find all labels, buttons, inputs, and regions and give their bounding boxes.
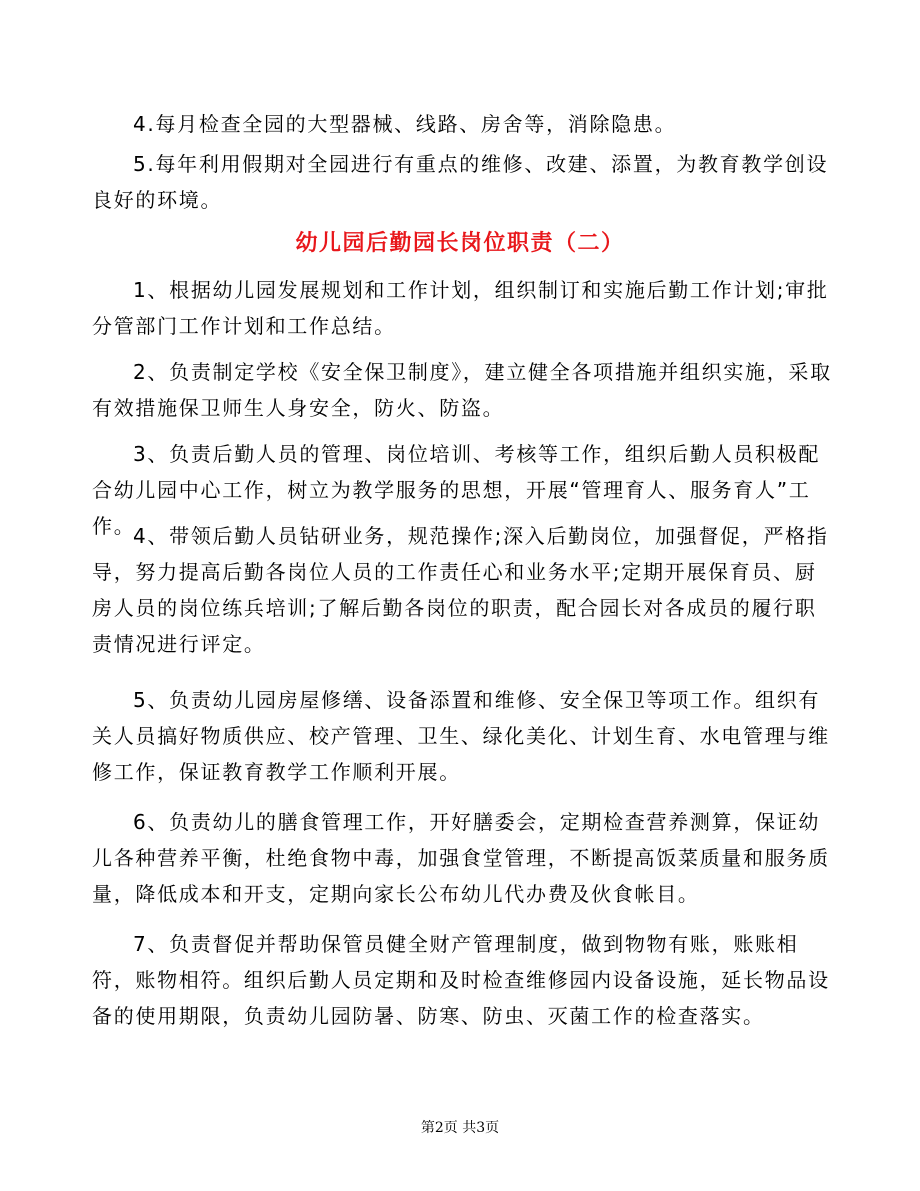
duty-item-6: 6、负责幼儿的膳食管理工作，开好膳委会，定期检查营养测算，保证幼儿各种营养平衡，杜绝食物中毒，加强食堂管理，不断提高饭菜质量和服务质量，降低成本和开支，定期向家长公布幼儿代办费及伙食帐目。 — [92, 810, 830, 906]
intro-paragraph-5: 5.每年利用假期对全园进行有重点的维修、改建、添置，为教育教学创设良好的环境。 — [92, 152, 829, 212]
duty-item-4: 4、带领后勤人员钻研业务，规范操作;深入后勤岗位，加强督促，严格指导，努力提高后勤各岗位人员的工作责任心和业务水平;定期开展保育员、厨房人员的岗位练兵培训;了解后勤各岗位的职责，配合园长对各成员的履行职责情况进行评定。 — [92, 524, 829, 656]
duty-item-7: 7、负责督促并帮助保管员健全财产管理制度，做到物物有账，账账相符，账物相符。组织后勤人员定期和及时检查维修园内设备设施，延长物品设备的使用期限，负责幼儿园防暑、防寒、防虫、灭菌工作的检查落实。 — [92, 932, 830, 1028]
intro-paragraph-4: 4.每月检查全园的大型器械、线路、房舍等，消除隐患。 — [133, 112, 677, 136]
duty-item-2: 2、负责制定学校《安全保卫制度》，建立健全各项措施并组织实施，采取有效措施保卫师生人身安全，防火、防盗。 — [92, 360, 832, 420]
duty-item-5: 5、负责幼儿园房屋修缮、设备添置和维修、安全保卫等项工作。组织有关人员搞好物质供应、校产管理、卫生、绿化美化、计划生育、水电管理与维修工作，保证教育教学工作顺利开展。 — [92, 688, 830, 784]
section-title: 幼儿园后勤园长岗位职责（二） — [295, 231, 625, 256]
duty-item-1: 1、根据幼儿园发展规划和工作计划，组织制订和实施后勤工作计划;审批分管部门工作计划和工作总结。 — [92, 278, 829, 338]
duty-item-3: 3、负责后勤人员的管理、岗位培训、考核等工作，组织后勤人员积极配合幼儿园中心工作，树立为教学服务的思想，开展“管理育人、服务育人”工作。 — [92, 442, 821, 538]
page-number: 第2页 共3页 — [420, 1120, 500, 1136]
